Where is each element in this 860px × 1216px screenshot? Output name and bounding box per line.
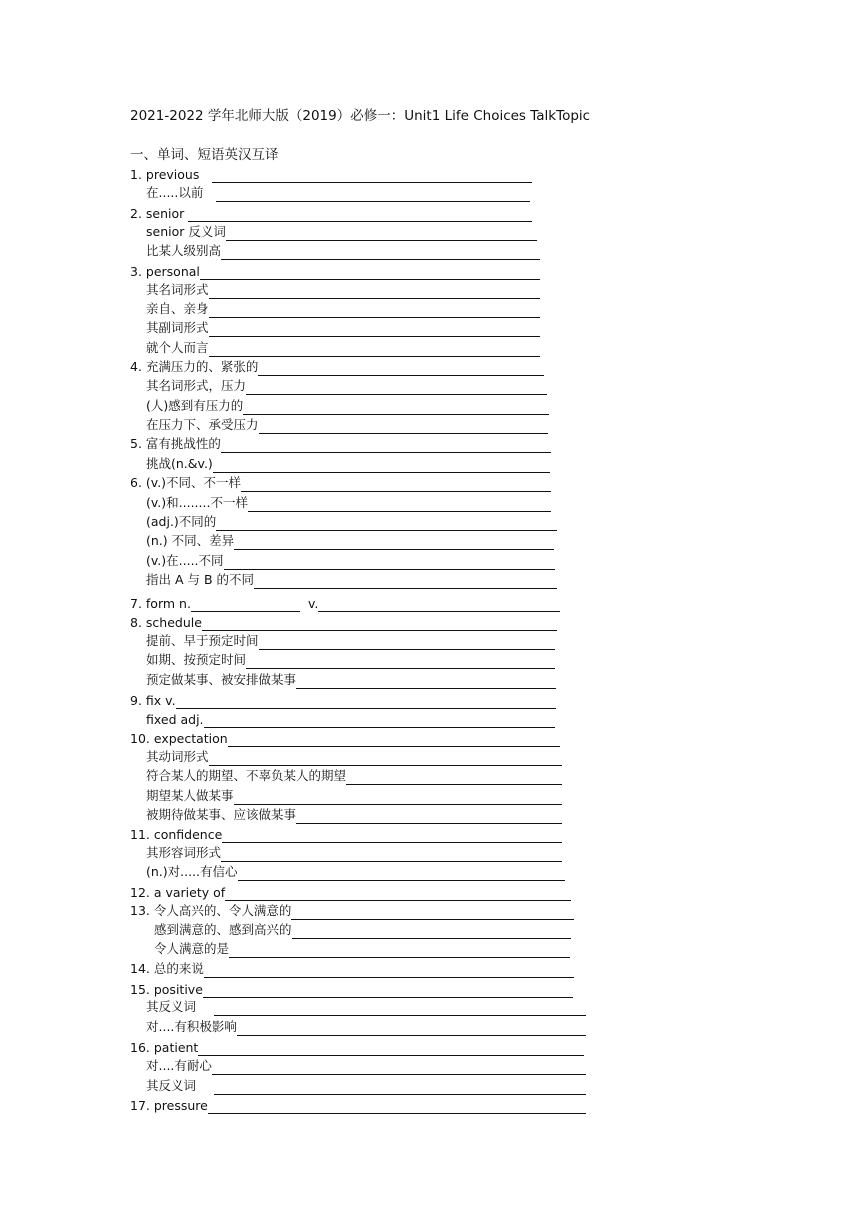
answer-blank[interactable] — [198, 1040, 584, 1056]
exercise-row — [130, 901, 574, 920]
exercise-row — [146, 570, 557, 589]
answer-blank[interactable] — [204, 962, 574, 978]
exercise-label: 其反义词 — [146, 1078, 197, 1093]
answer-blank[interactable] — [203, 982, 573, 998]
answer-blank[interactable] — [226, 225, 537, 241]
exercise-label: (v.)在.....不同 — [146, 553, 224, 568]
exercise-label: 2. senior — [130, 206, 185, 221]
exercise-label: 1. previous — [130, 167, 200, 182]
answer-blank[interactable] — [292, 923, 571, 939]
exercise-row — [130, 261, 540, 280]
exercise-label: 13. 令人高兴的、令人满意的 — [130, 903, 292, 918]
exercise-label: (adj.)不同的 — [146, 514, 217, 529]
exercise-row — [146, 512, 557, 531]
exercise-row — [146, 415, 548, 434]
exercise-label: 17. pressure — [130, 1098, 208, 1113]
exercise-row — [146, 670, 556, 689]
exercise-row — [146, 338, 540, 357]
exercise-row — [130, 1037, 584, 1056]
exercise-row — [130, 959, 574, 978]
exercise-row — [146, 997, 586, 1016]
answer-blank[interactable] — [222, 827, 562, 843]
exercise-row — [146, 709, 555, 728]
page-title: 2021-2022 学年北师大版（2019）必修一：Unit1 Life Choices TalkTopic — [130, 108, 591, 124]
exercise-label: 比某人级别高 — [146, 243, 222, 258]
exercise-label: 指出 A 与 B 的不同 — [146, 572, 255, 587]
exercise-label: 5. 富有挑战性的 — [130, 436, 221, 451]
answer-blank[interactable] — [346, 769, 562, 785]
answer-blank[interactable] — [246, 379, 547, 395]
exercise-row — [130, 357, 544, 376]
answer-blank[interactable] — [214, 1079, 586, 1095]
exercise-label: 其反义词 — [146, 999, 197, 1014]
exercise-label: 其名词形式 — [146, 282, 209, 297]
answer-blank[interactable] — [213, 457, 550, 473]
exercise-label: 在.....以前 — [146, 185, 204, 200]
exercise-row — [146, 454, 550, 473]
exercise-row — [146, 766, 562, 785]
exercise-label: 被期待做某事、应该做某事 — [146, 807, 297, 822]
exercise-row — [130, 593, 560, 612]
exercise-label: 令人满意的是 — [154, 941, 230, 956]
answer-blank[interactable] — [234, 534, 554, 550]
exercise-row — [146, 376, 547, 395]
answer-blank[interactable] — [216, 515, 557, 531]
exercise-label: 9. fix v. — [130, 693, 176, 708]
answer-blank[interactable] — [291, 904, 574, 920]
exercise-label: senior 反义词 — [146, 224, 226, 239]
answer-blank[interactable] — [202, 615, 557, 631]
exercise-row — [130, 164, 532, 183]
answer-blank[interactable] — [318, 596, 560, 612]
exercise-row — [130, 979, 573, 998]
exercise-label: 3. personal — [130, 264, 200, 279]
exercise-label: (人)感到有压力的 — [146, 398, 244, 413]
answer-blank[interactable] — [296, 808, 562, 824]
exercise-row — [130, 473, 551, 492]
exercise-row — [146, 396, 549, 415]
exercise-label: 感到满意的、感到高兴的 — [154, 922, 292, 937]
exercise-row — [130, 434, 551, 453]
exercise-row — [146, 1076, 586, 1095]
exercise-row — [130, 728, 560, 747]
exercise-label: 15. positive — [130, 982, 203, 997]
exercise-label: 挑战(n.&v.) — [146, 456, 213, 471]
exercise-row — [146, 551, 555, 570]
exercise-label: 预定做某事、被安排做某事 — [146, 672, 297, 687]
exercise-row — [146, 862, 565, 881]
exercise-row — [146, 318, 540, 337]
exercise-row — [146, 650, 555, 669]
exercise-label: (v.)和........不一样 — [146, 495, 248, 510]
exercise-row — [146, 531, 554, 550]
answer-blank[interactable] — [246, 653, 555, 669]
exercise-label: 亲自、亲身 — [146, 301, 209, 316]
exercise-label: v. — [308, 596, 319, 611]
answer-blank[interactable] — [238, 865, 565, 881]
exercise-row — [146, 1017, 586, 1036]
answer-blank[interactable] — [221, 437, 551, 453]
exercise-label: 期望某人做某事 — [146, 788, 234, 803]
section-heading: 一、单词、短语英汉互译 — [130, 147, 279, 163]
exercise-label: 其副词形式 — [146, 320, 209, 335]
exercise-label: 提前、早于预定时间 — [146, 633, 259, 648]
answer-blank[interactable] — [234, 789, 562, 805]
answer-blank[interactable] — [224, 554, 555, 570]
exercise-label: 对....有耐心 — [146, 1058, 212, 1073]
exercise-row — [146, 241, 540, 260]
exercise-label: 8. schedule — [130, 615, 202, 630]
exercise-row — [146, 280, 540, 299]
answer-blank[interactable] — [225, 885, 571, 901]
answer-blank[interactable] — [248, 496, 551, 512]
exercise-row — [154, 939, 570, 958]
answer-blank[interactable] — [214, 1000, 586, 1016]
exercise-label: 其动词形式 — [146, 749, 209, 764]
answer-blank[interactable] — [254, 573, 557, 589]
exercise-label: 11. confidence — [130, 827, 223, 842]
exercise-label: 12. a variety of — [130, 885, 226, 900]
answer-blank[interactable] — [191, 596, 300, 612]
answer-blank[interactable] — [241, 476, 551, 492]
exercise-label: 其名词形式，压力 — [146, 378, 247, 393]
exercise-label: (n.)对.....有信心 — [146, 864, 238, 879]
answer-blank[interactable] — [212, 1059, 586, 1075]
exercise-label: 16. patient — [130, 1040, 199, 1055]
answer-blank[interactable] — [204, 712, 555, 728]
exercise-label: 4. 充满压力的、紧张的 — [130, 359, 259, 374]
answer-blank[interactable] — [209, 302, 540, 318]
exercise-label: 符合某人的期望、不辜负某人的期望 — [146, 768, 347, 783]
exercise-row — [146, 786, 562, 805]
exercise-row — [146, 299, 540, 318]
exercise-row — [146, 222, 537, 241]
exercise-label: 对....有积极影响 — [146, 1019, 237, 1034]
answer-blank[interactable] — [228, 731, 560, 747]
answer-blank[interactable] — [188, 206, 532, 222]
answer-blank[interactable] — [243, 399, 549, 415]
answer-blank[interactable] — [221, 244, 540, 260]
exercise-row — [130, 1095, 586, 1114]
exercise-row — [146, 183, 530, 202]
exercise-row — [130, 690, 556, 709]
exercise-row — [154, 920, 571, 939]
answer-blank[interactable] — [258, 360, 544, 376]
exercise-row — [146, 843, 562, 862]
exercise-row — [146, 1056, 586, 1075]
exercise-row — [130, 824, 562, 843]
answer-blank[interactable] — [209, 750, 562, 766]
answer-blank[interactable] — [221, 846, 562, 862]
exercise-row — [146, 631, 555, 650]
exercise-label: 6. (v.)不同、不一样 — [130, 475, 242, 490]
exercise-row — [130, 882, 571, 901]
answer-blank[interactable] — [208, 1098, 586, 1114]
answer-blank[interactable] — [237, 1020, 586, 1036]
exercise-row — [146, 747, 562, 766]
answer-blank[interactable] — [216, 186, 530, 202]
exercise-row — [146, 493, 551, 512]
answer-blank[interactable] — [212, 167, 532, 183]
exercise-row — [146, 805, 562, 824]
exercise-row — [130, 203, 532, 222]
exercise-label: 14. 总的来说 — [130, 961, 204, 976]
exercise-label: 10. expectation — [130, 731, 228, 746]
answer-blank[interactable] — [296, 673, 556, 689]
answer-blank[interactable] — [200, 264, 540, 280]
answer-blank[interactable] — [176, 693, 556, 709]
exercise-label: fixed adj. — [146, 712, 204, 727]
answer-blank[interactable] — [209, 283, 540, 299]
exercise-row — [130, 612, 557, 631]
exercise-label: 如期、按预定时间 — [146, 652, 247, 667]
answer-blank[interactable] — [209, 341, 540, 357]
exercise-label: 7. form n. — [130, 596, 191, 611]
answer-blank[interactable] — [259, 634, 555, 650]
answer-blank[interactable] — [229, 942, 570, 958]
answer-blank[interactable] — [259, 418, 548, 434]
exercise-label: (n.) 不同、差异 — [146, 533, 235, 548]
exercise-label: 其形容词形式 — [146, 845, 222, 860]
exercise-label: 在压力下、承受压力 — [146, 417, 259, 432]
answer-blank[interactable] — [209, 321, 540, 337]
exercise-label: 就个人而言 — [146, 340, 209, 355]
